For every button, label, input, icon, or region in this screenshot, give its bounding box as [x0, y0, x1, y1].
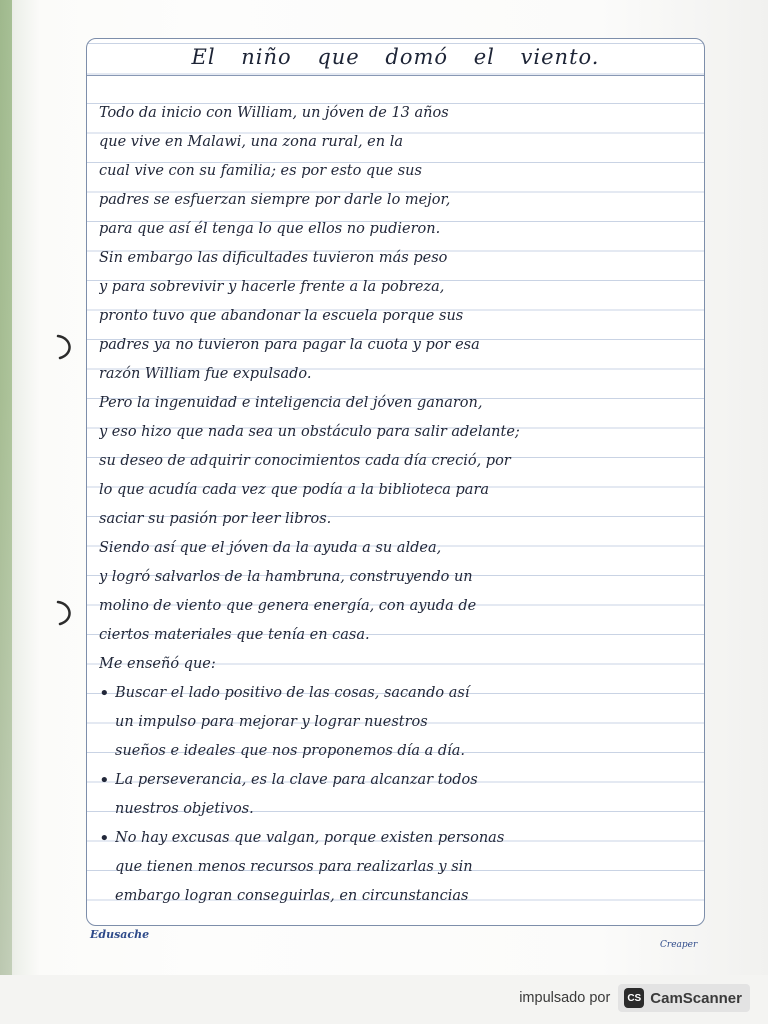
text-line: lo que acudía cada vez que podía a la biblioteca para	[99, 482, 490, 498]
bullet-line: que tienen menos recursos para realizarlas y sin	[115, 859, 473, 875]
bullet-line: sueños e ideales que nos proponemos día a día.	[115, 743, 466, 759]
text-line: Me enseñó que:	[99, 656, 216, 672]
bullet-line: La perseverancia, es la clave para alcanzar todos	[115, 772, 478, 788]
notebook-brand-logo: Edusache	[90, 928, 150, 941]
bullet-dot-icon: •	[99, 683, 110, 704]
text-line: su deseo de adquirir conocimientos cada día creció, por	[99, 453, 511, 469]
text-line: Todo da inicio con William, un jóven de 13 años	[99, 105, 449, 121]
text-line: razón William fue expulsado.	[99, 366, 312, 382]
text-line: y para sobrevivir y hacerle frente a la pobreza,	[99, 279, 445, 295]
bullet-line: nuestros objetivos.	[115, 801, 254, 817]
title-divider	[87, 75, 704, 76]
text-line: que vive en Malawi, una zona rural, en la	[99, 134, 403, 150]
text-line: y eso hizo que nada sea un obstáculo para salir adelante;	[99, 424, 520, 440]
document-body	[99, 99, 697, 911]
bullet-item	[99, 766, 697, 824]
bullet-line: un impulso para mejorar y lograr nuestros	[115, 714, 428, 730]
notebook-sheet	[86, 38, 705, 926]
camscanner-logo-icon: CS	[624, 988, 644, 1008]
document-title: El niño que domó el viento.	[191, 45, 600, 69]
text-line: ciertos materiales que tenía en casa.	[99, 627, 370, 643]
text-line: para que así él tenga lo que ellos no pudieron.	[99, 221, 441, 237]
binder-hole-icon	[52, 598, 78, 628]
text-line: pronto tuvo que abandonar la escuela porque sus	[99, 308, 464, 324]
text-line: molino de viento que genera energía, con ayuda de	[99, 598, 477, 614]
text-line: padres se esfuerzan siempre por darle lo mejor,	[99, 192, 451, 208]
bullet-item	[99, 679, 697, 766]
bullet-line: No hay excusas que valgan, porque existen personas	[115, 830, 505, 846]
camscanner-badge[interactable]	[618, 984, 750, 1012]
bullet-item	[99, 824, 697, 911]
paragraph-lines	[99, 99, 697, 679]
camscanner-name: CamScanner	[650, 989, 742, 1007]
bullet-dot-icon: •	[99, 770, 110, 791]
text-line: padres ya no tuvieron para pagar la cuota y por esa	[99, 337, 480, 353]
scanner-footer	[519, 982, 750, 1014]
text-line: saciar su pasión por leer libros.	[99, 511, 332, 527]
powered-by-label: impulsado por	[519, 990, 611, 1006]
corner-brand-mark: Creaper	[660, 940, 698, 950]
bullet-line: Buscar el lado positivo de las cosas, sacando así	[115, 685, 470, 701]
text-line: Sin embargo las dificultades tuvieron más peso	[99, 250, 448, 266]
page-edge-shadow	[0, 0, 12, 975]
text-line: Pero la ingenuidad e inteligencia del jóven ganaron,	[99, 395, 483, 411]
binder-hole-icon	[52, 332, 78, 362]
text-line: cual vive con su familia; es por esto que sus	[99, 163, 422, 179]
bullet-dot-icon: •	[99, 828, 110, 849]
text-line: y logró salvarlos de la hambruna, construyendo un	[99, 569, 473, 585]
text-line: Siendo así que el jóven da la ayuda a su aldea,	[99, 540, 442, 556]
bullet-line: embargo logran conseguirlas, en circunstancias	[115, 888, 469, 904]
